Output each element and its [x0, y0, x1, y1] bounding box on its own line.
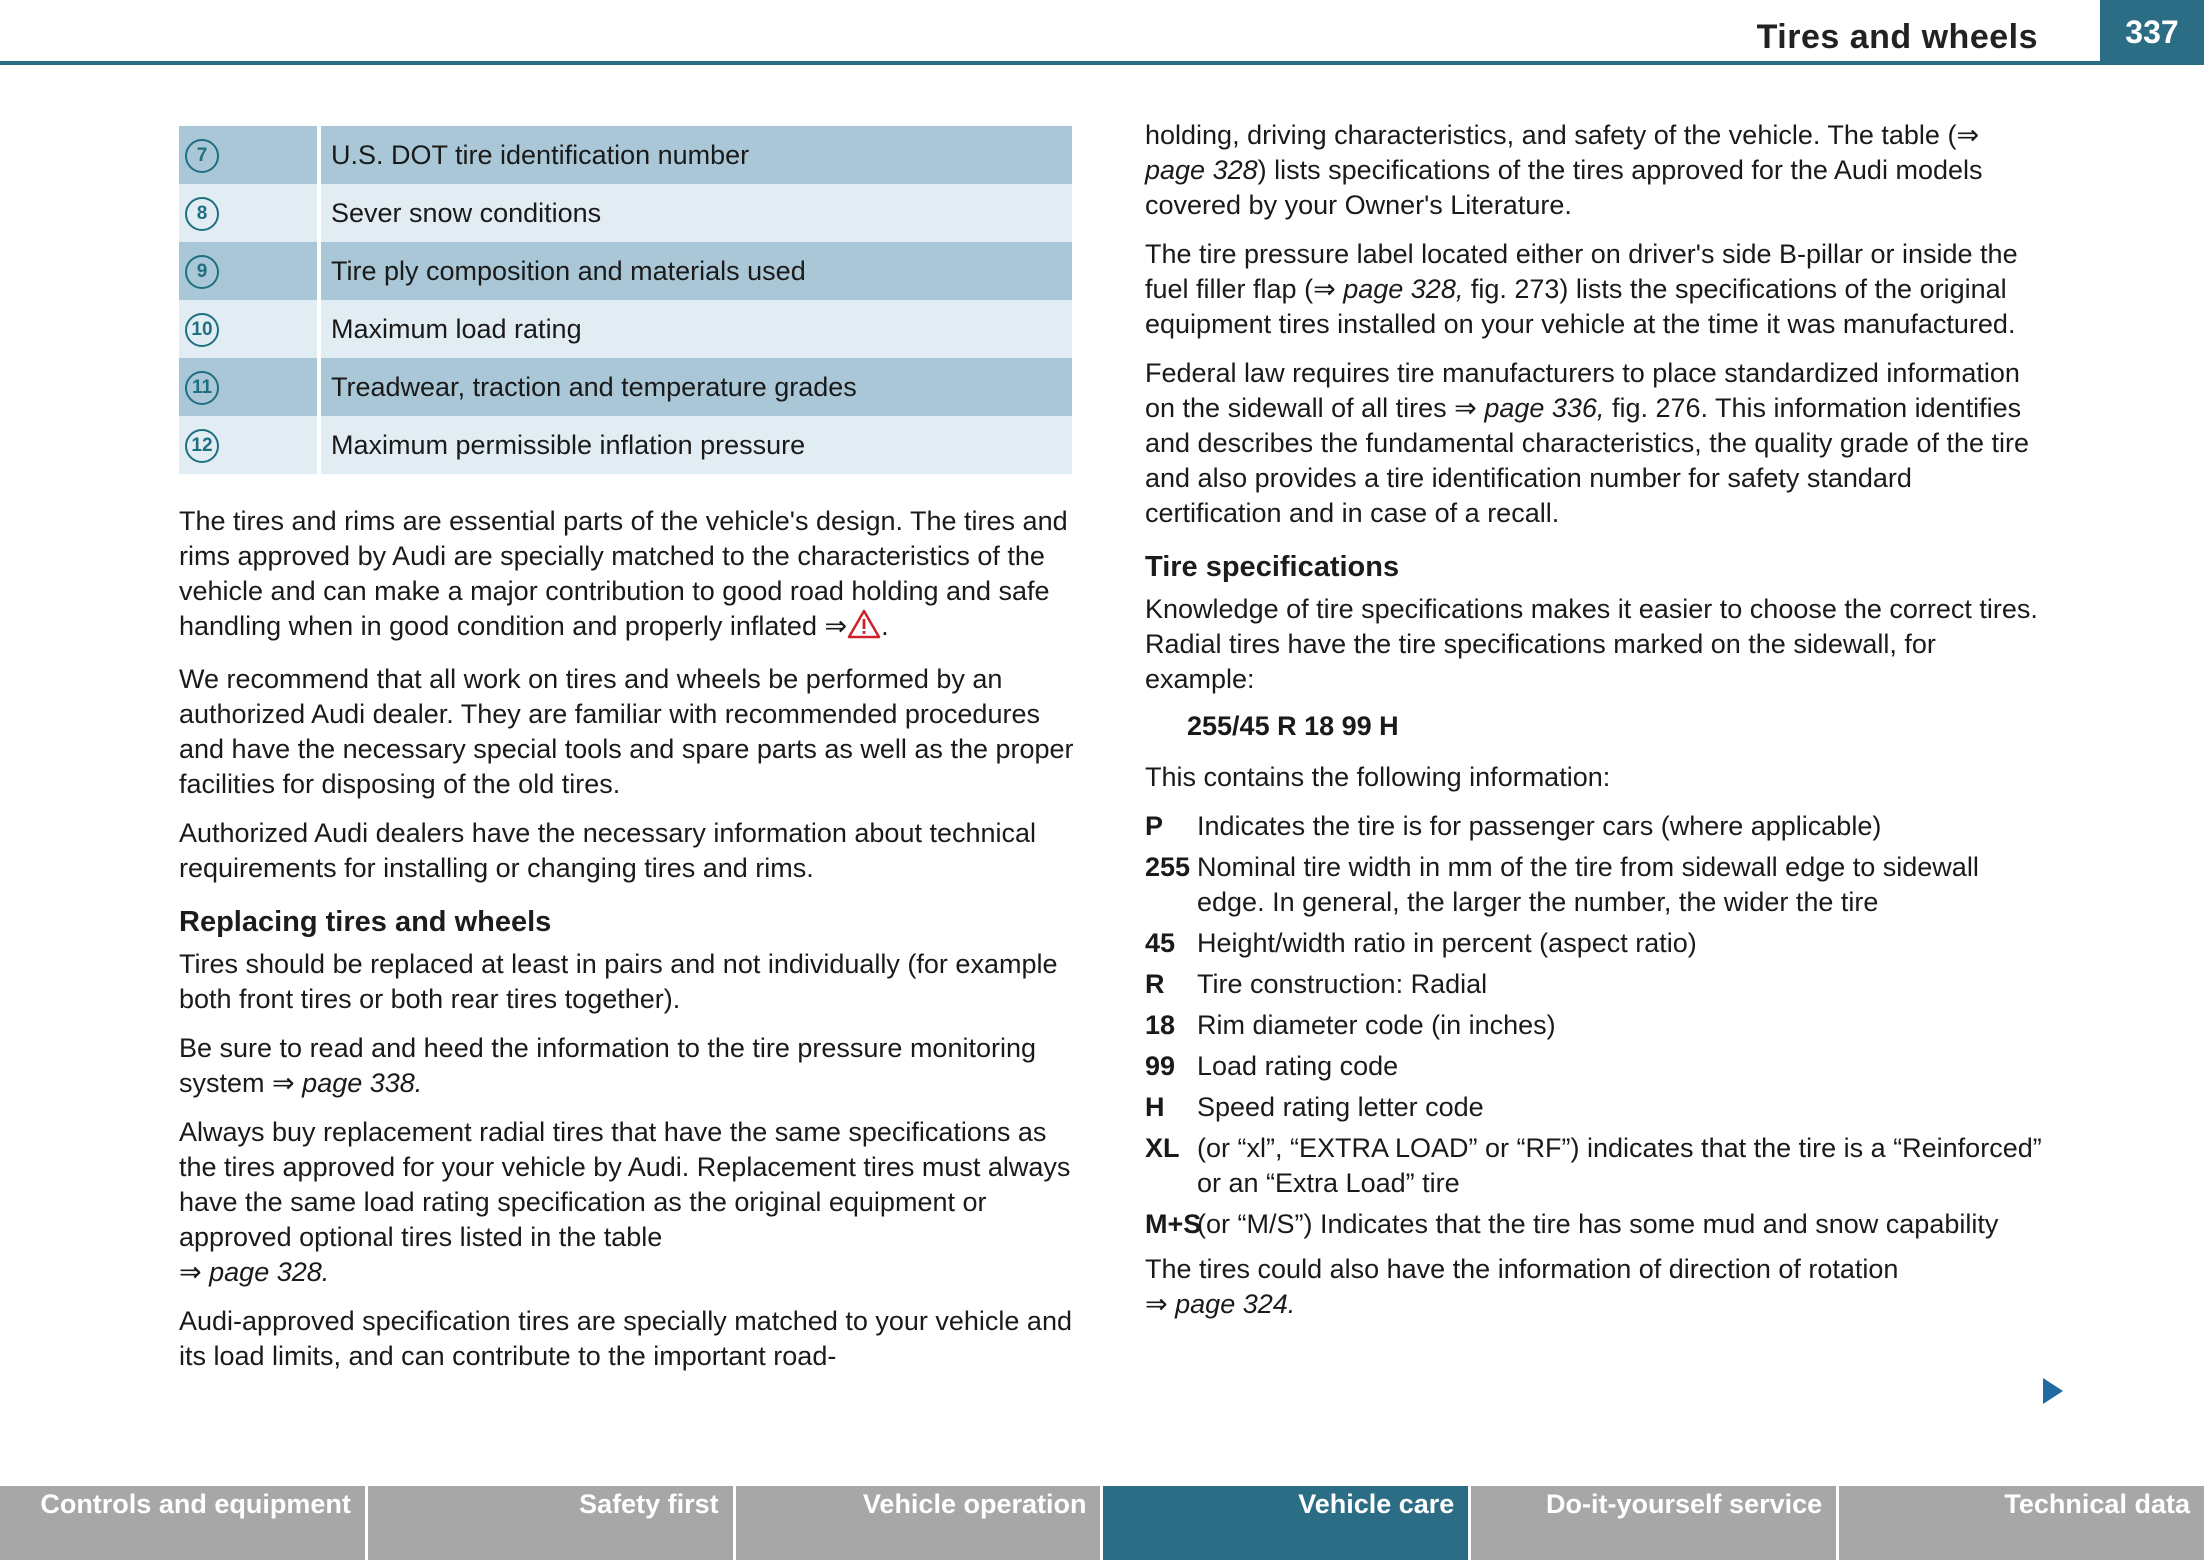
paragraph: Tires should be replaced at least in pairs and not individually (for example both front tires or both rear tires together).: [179, 949, 1058, 1014]
reference-arrow: ⇒: [1454, 393, 1477, 423]
definition-value: (or “M/S”) Indicates that the tire has some mud and snow capability: [1197, 1209, 1999, 1239]
paragraph: Audi-approved specification tires are specially matched to your vehicle and its load limits, and can contribute to the important road-: [179, 1306, 1072, 1371]
page-reference-link[interactable]: page 328,: [1343, 274, 1464, 304]
section-heading: Tire specifications: [1145, 551, 1400, 583]
list-item: [1145, 926, 2045, 961]
definition-key: 45: [1145, 928, 1176, 958]
definition-key: 255: [1145, 852, 1191, 882]
table-cell: Tire ply composition and materials used: [319, 242, 1072, 300]
definition-key: P: [1145, 811, 1164, 841]
paragraph: holding, driving characteristics, and safety of the vehicle. The table (⇒ page 328) lists specifications of the tires approved for the Audi models covered by your Owner's Literature.: [1145, 120, 1983, 220]
table-row: [179, 358, 1072, 416]
paragraph: This contains the following information:: [1145, 762, 1611, 792]
definition-value: Load rating code: [1197, 1051, 1399, 1081]
chapter-nav-bar: [0, 1486, 2204, 1560]
tire-spec-definition-list: [1145, 809, 2045, 1242]
page-reference-link[interactable]: page 328.: [209, 1257, 330, 1287]
circled-number: 8: [185, 197, 219, 231]
paragraph: Knowledge of tire specifications makes it easier to choose the correct tires. Radial tires have the tire specifications marked on the sidewall, for example:: [1145, 594, 2038, 694]
page-reference-link[interactable]: page 328: [1145, 155, 1258, 185]
nav-tab-do-it-yourself-service[interactable]: Do-it-yourself service: [1471, 1486, 1839, 1560]
continue-arrow-icon[interactable]: [2043, 1378, 2063, 1404]
circled-number: 7: [185, 139, 219, 173]
table-row: [179, 126, 1072, 184]
list-item: [1145, 1207, 2045, 1242]
paragraph: The tires and rims are essential parts of the vehicle's design. The tires and rims approved by Audi are specially matched to the characteristics of the vehicle and can make a major contribution to good road holding and safe handling when in good condition and properly inflated ⇒ .: [179, 504, 1074, 648]
circled-number: 9: [185, 255, 219, 289]
table-cell: Maximum load rating: [319, 300, 1072, 358]
nav-tab-vehicle-care[interactable]: Vehicle care: [1103, 1486, 1471, 1560]
paragraph: Always buy replacement radial tires that have the same specifications as the tires approved for your vehicle by Audi. Replacement tires must always have the same load rating specification as the original equipment or approved optional tires listed in the table ⇒ page 328.: [179, 1117, 1071, 1287]
list-item: [1145, 809, 2045, 844]
paragraph: The tire pressure label located either on driver's side B-pillar or inside the fuel filler flap (⇒ page 328, fig. 273) lists the specifications of the original equipment tires installed on your vehicle at the time it was manufactured.: [1145, 239, 2018, 339]
definition-key: 18: [1145, 1010, 1176, 1040]
header-rule: [0, 61, 2204, 65]
tire-marking-legend-table: [179, 126, 1072, 474]
reference-arrow: ⇒: [824, 611, 848, 641]
nav-tab-technical-data[interactable]: Technical data: [1839, 1486, 2204, 1560]
circled-number: 11: [185, 371, 219, 405]
reference-arrow: ⇒: [1956, 120, 1980, 150]
paragraph: Authorized Audi dealers have the necessary information about technical requirements for installing or changing tires and rims.: [179, 818, 1037, 883]
definition-value: Height/width ratio in percent (aspect ratio): [1197, 928, 1697, 958]
page-reference-link[interactable]: page 324.: [1175, 1289, 1296, 1319]
table-cell: Maximum permissible inflation pressure: [319, 416, 1072, 474]
list-item: [1145, 967, 2045, 1002]
definition-value: Speed rating letter code: [1197, 1092, 1484, 1122]
list-item: [1145, 1090, 2045, 1125]
table-row: [179, 184, 1072, 242]
nav-tab-controls-and-equipment[interactable]: Controls and equipment: [0, 1486, 368, 1560]
definition-value: (or “xl”, “EXTRA LOAD” or “RF”) indicates that the tire is a “Reinforced” or an “Extra Load” tire: [1197, 1133, 2042, 1198]
reference-arrow: ⇒: [272, 1068, 295, 1098]
paragraph: The tires could also have the information of direction of rotation ⇒ page 324.: [1145, 1254, 1899, 1319]
definition-key: H: [1145, 1092, 1165, 1122]
warning-triangle-icon[interactable]: [847, 609, 881, 648]
definition-key: R: [1145, 969, 1165, 999]
section-heading: Replacing tires and wheels: [179, 906, 552, 938]
paragraph: We recommend that all work on tires and wheels be performed by an authorized Audi dealer. They are familiar with recommended procedures and have the necessary special tools and spare parts as well as the proper facilities for disposing of the old tires.: [179, 664, 1074, 799]
left-column: [179, 126, 1074, 1388]
table-cell: Treadwear, traction and temperature grades: [319, 358, 1072, 416]
circled-number: 10: [185, 313, 219, 347]
list-item: [1145, 1008, 2045, 1043]
paragraph: Be sure to read and heed the information to the tire pressure monitoring system ⇒ page 338.: [179, 1033, 1036, 1098]
page-reference-link[interactable]: page 338.: [302, 1068, 423, 1098]
definition-key: XL: [1145, 1133, 1180, 1163]
definition-value: Rim diameter code (in inches): [1197, 1010, 1556, 1040]
right-column: [1145, 118, 2045, 1336]
table-row: [179, 416, 1072, 474]
list-item: [1145, 850, 2045, 920]
definition-value: Nominal tire width in mm of the tire from sidewall edge to sidewall edge. In general, the larger the number, the wider the tire: [1197, 852, 1979, 917]
reference-arrow: ⇒: [179, 1257, 202, 1287]
tire-spec-example: 255/45 R 18 99 H: [1187, 711, 1399, 741]
table-row: [179, 300, 1072, 358]
definition-value: Indicates the tire is for passenger cars (where applicable): [1197, 811, 1882, 841]
page-reference-link[interactable]: page 336,: [1484, 393, 1605, 423]
table-cell: Sever snow conditions: [319, 184, 1072, 242]
nav-tab-vehicle-operation[interactable]: Vehicle operation: [736, 1486, 1104, 1560]
definition-value: Tire construction: Radial: [1197, 969, 1488, 999]
page-section-title: Tires and wheels: [1756, 18, 2038, 56]
list-item: [1145, 1049, 2045, 1084]
definition-key: 99: [1145, 1051, 1176, 1081]
reference-arrow: ⇒: [1145, 1289, 1168, 1319]
table-cell: U.S. DOT tire identification number: [319, 126, 1072, 184]
paragraph: Federal law requires tire manufacturers to place standardized information on the sidewall of all tires ⇒ page 336, fig. 276. This information identifies and describes the fundamental characteristics, the quality grade of the tire and also provides a tire identification number for safety standard certification and in case of a recall.: [1145, 358, 2029, 528]
circled-number: 12: [185, 429, 219, 463]
reference-arrow: ⇒: [1313, 274, 1336, 304]
definition-key: M+S: [1145, 1209, 1202, 1239]
nav-tab-safety-first[interactable]: Safety first: [368, 1486, 736, 1560]
table-row: [179, 242, 1072, 300]
page-number: 337: [2100, 0, 2204, 65]
list-item: [1145, 1131, 2045, 1201]
